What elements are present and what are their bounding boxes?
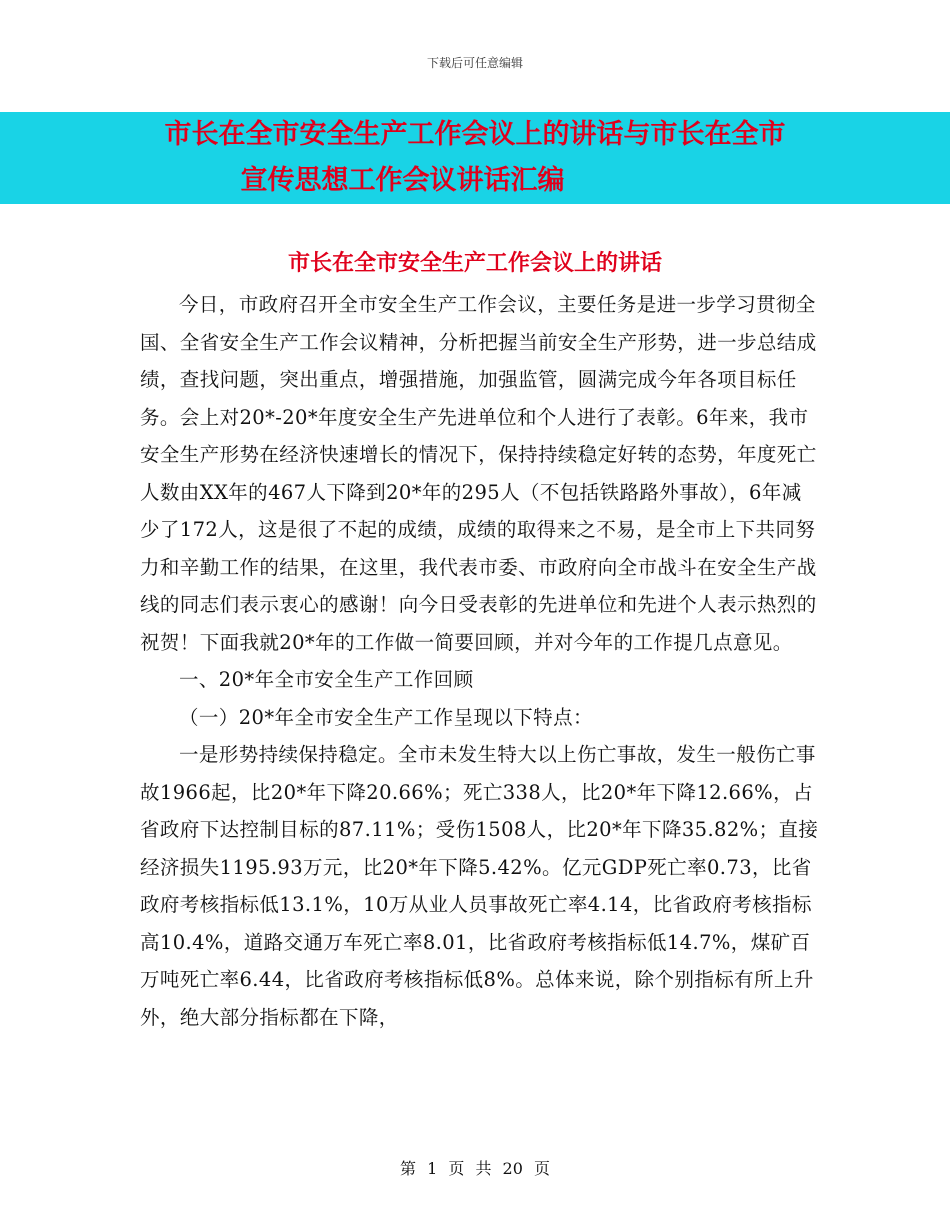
document-body <box>140 286 820 1036</box>
document-title-line1: 市长在全市安全生产工作会议上的讲话与市长在全市 <box>164 119 786 150</box>
paragraph: 一是形势持续保持稳定。全市未发生特大以上伤亡事故，发生一般伤亡事故1966起，比20*年下降20.66%；死亡338人，比20*年下降12.66%，占省政府下达控制目标的87.11%；受伤1508人，比20*年下降35.82%；直接经济损失1195.93万元，比20*年下降5.42%。亿元GDP死亡率0.73，比省政府考核指标低13.1%，10万从业人员事故死亡率4.14，比省政府考核指标高10.4%，道路交通万车死亡率8.01，比省政府考核指标低14.7%，煤矿百万吨死亡率6.44，比省政府考核指标低8%。总体来说，除个别指标有所上升外，绝大部分指标都在下降， <box>140 743 819 1029</box>
section-title: 市长在全市安全生产工作会议上的讲话 <box>287 251 662 276</box>
page-header-note: 下载后可任意编辑 <box>426 56 523 70</box>
paragraph: 一、20*年全市安全生产工作回顾 <box>179 668 474 691</box>
document-title <box>0 112 950 204</box>
paragraph: （一）20*年全市安全生产工作呈现以下特点： <box>179 705 593 729</box>
document-title-line2: 宣传思想工作会议讲话汇编 <box>240 165 565 196</box>
paragraph: 今日，市政府召开全市安全生产工作会议，主要任务是进一步学习贯彻全国、全省安全生产工作会议精神，分析把握当前安全生产形势，进一步总结成绩，查找问题，突出重点，增强措施，加强监管，圆满完成今年各项目标任务。会上对20*-20*年度安全生产先进单位和个人进行了表彰。6年来，我市安全生产形势在经济快速增长的情况下，保持持续稳定好转的态势，年度死亡人数由XX年的467人下降到20*年的295人（不包括铁路路外事故），6年减少了172人，这是很了不起的成绩，成绩的取得来之不易，是全市上下共同努力和辛勤工作的结果，在这里，我代表市委、市政府向全市战斗在安全生产战线的同志们表示衷心的感谢！向今日受表彰的先进单位和先进个人表示热烈的祝贺！下面我就20*年的工作做一简要回顾，并对今年的工作提几点意见。 <box>140 293 817 654</box>
page-number: 第 1 页 共 20 页 <box>400 1159 550 1178</box>
